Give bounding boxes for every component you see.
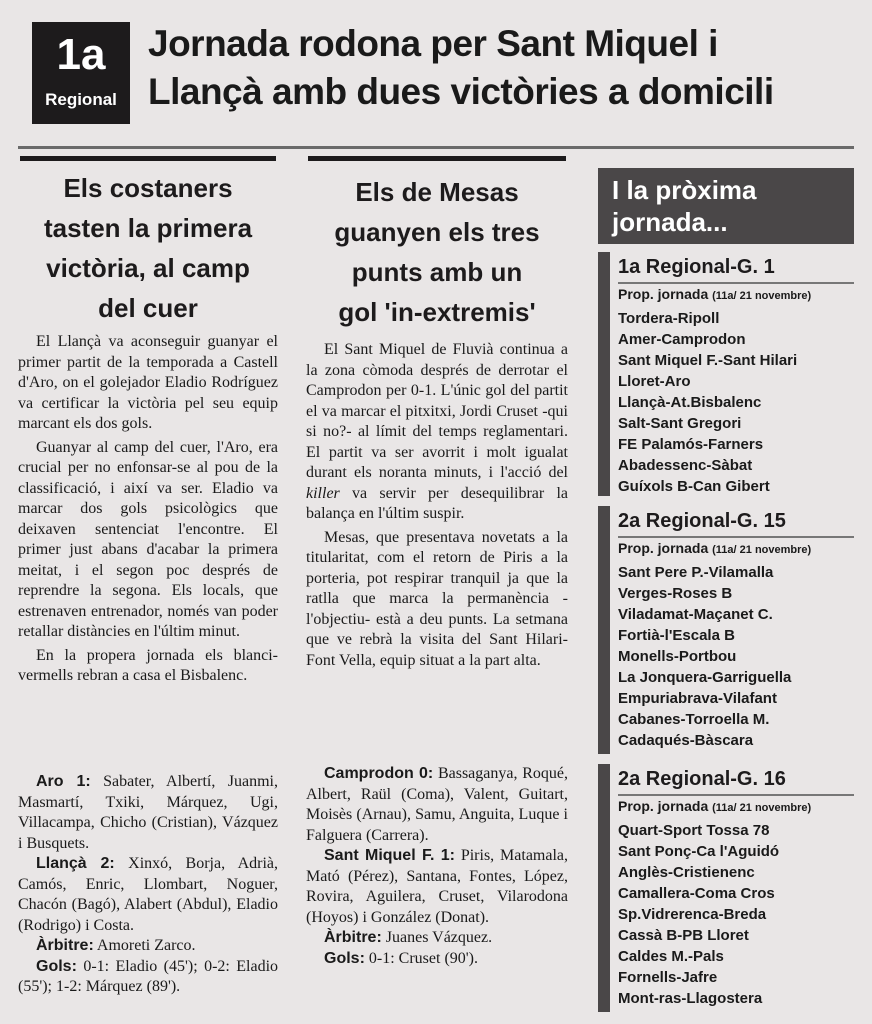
prop-label: Prop. jornada xyxy=(618,540,709,556)
article-2-paragraph xyxy=(306,340,568,525)
referee-line xyxy=(18,936,278,957)
fixture-item: Llançà-At.Bisbalenc xyxy=(618,394,762,411)
section-badge xyxy=(32,22,130,124)
emphasis-text: killer xyxy=(306,484,340,502)
paragraph-text: El Sant Miquel de Fluvià continua a la zona còmoda després de derrotar el Camprodon per 0-1. L'únic gol del partit el va marcar el pitxitxi, Jordi Cruset -qui si no?- al límit del temps reglamentari. El partit va ser avorrit i molt igualat durant els noranta minuts, i l'acció del xyxy=(306,341,568,481)
fixtures-group-3 xyxy=(598,764,854,1012)
group-divider xyxy=(618,282,854,284)
referee-label: Àrbitre: xyxy=(36,937,94,954)
fixture-item: Guíxols B-Can Gibert xyxy=(618,478,770,495)
article-2-title-line: Els de Mesas xyxy=(355,177,519,207)
article-1-paragraph: En la propera jornada els blanci-vermells rebran a casa el Bisbalenc. xyxy=(18,646,278,684)
article-2-title-line: gol 'in-extremis' xyxy=(338,297,536,327)
article-1-title-line: Els costaners xyxy=(63,173,233,203)
group-divider xyxy=(618,794,854,796)
article-2-title-line: punts amb un xyxy=(351,257,523,287)
group-next-round xyxy=(618,536,854,562)
group-next-round xyxy=(618,794,854,820)
goals-detail: 0-1: Eladio (45'); 0-2: Eladio (55'); 1-2: Márquez (89'). xyxy=(18,957,279,995)
prop-date: (11a/ 21 novembre) xyxy=(712,802,812,814)
article-2-title-line: guanyen els tres xyxy=(334,217,540,247)
goals-label: Gols: xyxy=(36,957,77,975)
article-1-title-line: tasten la primera xyxy=(43,213,253,243)
fixture-item: Salt-Sant Gregori xyxy=(618,415,742,432)
fixtures-list xyxy=(618,820,854,1009)
fixture-item: Cassà B-PB Lloret xyxy=(618,927,749,944)
referee-line xyxy=(306,928,568,949)
column-1-top-bar xyxy=(20,156,276,161)
article-1-paragraph: Guanyar al camp del cuer, l'Aro, era crucial per no enfonsar-se al pou de la classificació, i així va ser. Eladio va marcar dos gols psicològics que deixaven sentenciat l'encontre. El primer just abans d'acabar la primera meitat, i el segon poc després de reprendre la segona. Els locals, que estrenaven entrenador, només van poder retallar distàncies en l'últim minut. xyxy=(18,438,278,640)
lineup-llanca xyxy=(18,854,278,936)
article-2-paragraph: Mesas, que presentava novetats a la titularitat, com el retorn de Piris a la porteria, pot respirar tranquil ja que la ratlla que marca la permanència -l'objectiu- està a deu punts. La setmana que ve rebrà la visita del Sant Hilari-Font Vella, equip situat a la part alta. xyxy=(306,528,568,669)
team-players: Xinxó, Borja, Adrià, Camós, Enric, Llombart, Noguer, Chacón (Bagó), Alabert (Abdul), Eladio (Rodrigo) i Costa. xyxy=(18,855,279,934)
group-next-round xyxy=(618,282,854,308)
team-label: Llançà 2: xyxy=(36,855,115,872)
headline-divider xyxy=(18,146,854,149)
fixture-item: Fortià-l'Escala B xyxy=(618,627,735,644)
article-2-body xyxy=(306,340,568,674)
fixture-item: Monells-Portbou xyxy=(618,648,737,665)
article-1-title-line: del cuer xyxy=(98,293,198,323)
fixture-item: Mont-ras-Llagostera xyxy=(618,990,763,1007)
lineup-aro xyxy=(18,772,278,854)
referee-name: Amoreti Zarco. xyxy=(96,937,196,954)
next-round-title-line: I la pròxima xyxy=(612,175,757,205)
fixture-item: Quart-Sport Tossa 78 xyxy=(618,822,770,839)
prop-date: (11a/ 21 novembre) xyxy=(712,544,812,556)
article-1-body xyxy=(18,332,278,690)
team-players: Piris, Matamala, Mató (Pérez), Santana, Fontes, López, Rovira, Aguilera, Cruset, Vilarodona (Hoyos) i González (Donat). xyxy=(306,847,569,926)
fixture-item: Abadessenc-Sàbat xyxy=(618,457,753,474)
fixture-item: Fornells-Jafre xyxy=(618,969,718,986)
article-1-lineups xyxy=(18,772,278,998)
fixtures-list xyxy=(618,562,854,751)
group-side-bar xyxy=(598,252,610,496)
fixture-item: Empuriabrava-Vilafant xyxy=(618,690,777,707)
team-label: Camprodon 0: xyxy=(324,765,434,782)
lineup-sant-miquel xyxy=(306,846,568,928)
fixture-item: Viladamat-Maçanet C. xyxy=(618,606,773,623)
article-1-title-line: victòria, al camp xyxy=(46,253,250,283)
goals-line xyxy=(18,957,278,998)
group-side-bar xyxy=(598,506,610,754)
team-players: Sabater, Albertí, Juanmi, Masmartí, Txiki, Márquez, Ugi, Villacampa, Chicho (Cristian), Vázquez i Busquets. xyxy=(18,773,278,852)
goals-line xyxy=(306,949,568,970)
fixture-item: Sant Miquel F.-Sant Hilari xyxy=(618,352,798,369)
group-title: 1a Regional-G. 1 xyxy=(618,256,775,278)
group-title: 2a Regional-G. 16 xyxy=(618,768,786,790)
article-1-title xyxy=(20,168,276,328)
next-round-title xyxy=(598,168,854,244)
fixture-item: Camallera-Coma Cros xyxy=(618,885,775,902)
lineup-camprodon xyxy=(306,764,568,846)
column-2-top-bar xyxy=(308,156,566,161)
headline-line-2: Llançà amb dues victòries a domicili xyxy=(148,71,774,112)
article-2-title xyxy=(308,172,566,332)
fixture-item: Sant Ponç-Ca l'Aguidó xyxy=(618,843,780,860)
prop-label: Prop. jornada xyxy=(618,798,709,814)
fixture-item: Cabanes-Torroella M. xyxy=(618,711,770,728)
group-title: 2a Regional-G. 15 xyxy=(618,510,786,532)
headline xyxy=(148,20,848,116)
fixture-item: Cadaqués-Bàscara xyxy=(618,732,754,749)
fixture-item: Verges-Roses B xyxy=(618,585,733,602)
referee-name: Juanes Vázquez. xyxy=(385,929,493,946)
fixture-item: Amer-Camprodon xyxy=(618,331,746,348)
badge-label: Regional xyxy=(45,90,117,109)
team-players: Bassaganya, Roqué, Albert, Raül (Coma), Valent, Guitart, Moisès (Arnau), Samu, Anguita, Luque i Falguera (Carrera). xyxy=(306,765,569,844)
fixtures-group-1 xyxy=(598,252,854,496)
fixture-item: Lloret-Aro xyxy=(618,373,691,390)
fixture-item: Caldes M.-Pals xyxy=(618,948,724,965)
goals-detail: 0-1: Cruset (90'). xyxy=(368,949,478,967)
fixtures-group-2 xyxy=(598,506,854,754)
prop-date: (11a/ 21 novembre) xyxy=(712,290,812,302)
fixtures-list xyxy=(618,308,854,497)
goals-label: Gols: xyxy=(324,949,365,967)
fixture-item: Sp.Vidrerenca-Breda xyxy=(618,906,767,923)
fixture-item: La Jonquera-Garriguella xyxy=(618,669,792,686)
team-label: Aro 1: xyxy=(36,773,91,790)
fixture-item: Tordera-Ripoll xyxy=(618,310,720,327)
referee-label: Àrbitre: xyxy=(324,929,382,946)
prop-label: Prop. jornada xyxy=(618,286,709,302)
next-round-title-line: jornada... xyxy=(612,207,728,237)
group-side-bar xyxy=(598,764,610,1012)
group-divider xyxy=(618,536,854,538)
fixture-item: Anglès-Cristienenc xyxy=(618,864,755,881)
article-2-lineups xyxy=(306,764,568,969)
paragraph-text: va servir per desequilibrar la balança en l'últim suspir. xyxy=(306,484,568,522)
headline-line-1: Jornada rodona per Sant Miquel i xyxy=(148,23,718,64)
fixture-item: Sant Pere P.-Vilamalla xyxy=(618,564,774,581)
article-1-paragraph: El Llançà va aconseguir guanyar el primer partit de la temporada a Castell d'Aro, on el golejador Eladio Rodríguez va certificar la victòria pel seu equip marcant els dos gols. xyxy=(18,333,278,432)
fixture-item: FE Palamós-Farners xyxy=(618,436,764,453)
badge-number: 1a xyxy=(56,30,106,79)
team-label: Sant Miquel F. 1: xyxy=(324,847,455,864)
